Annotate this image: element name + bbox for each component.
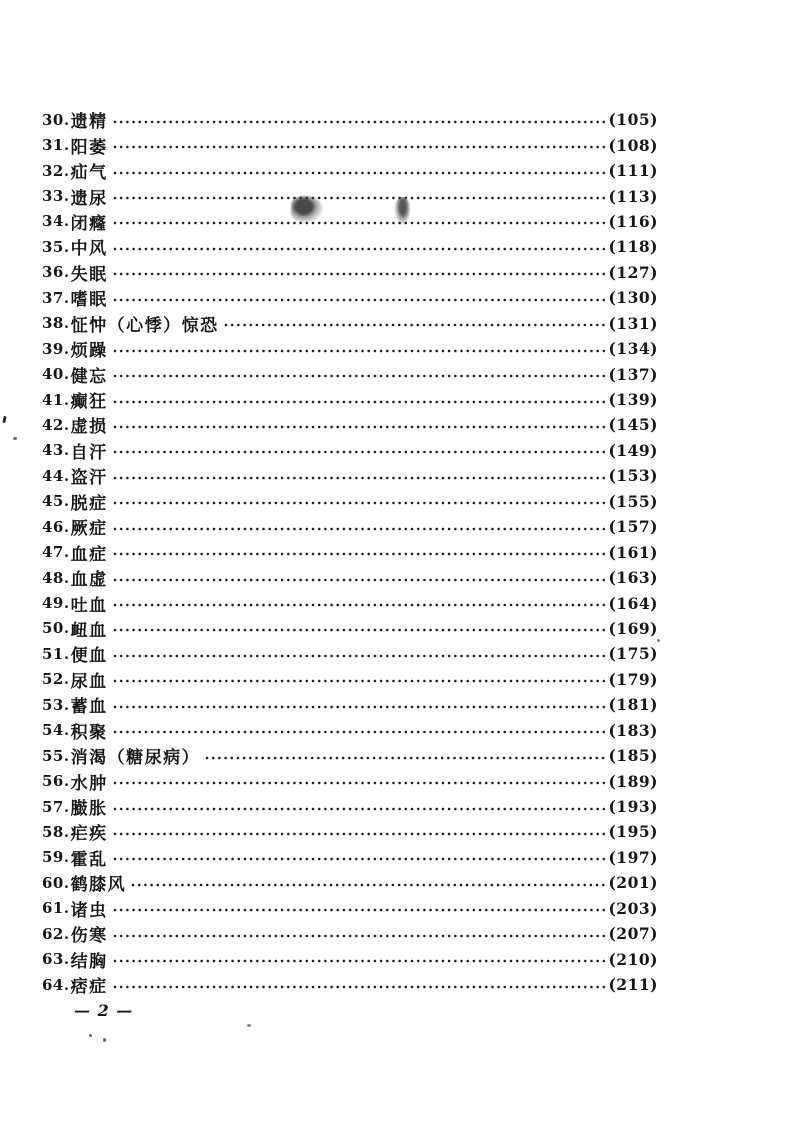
toc-entry-number: 49. [42, 594, 70, 613]
toc-entry-number: 58. [42, 822, 70, 841]
toc-entry-number: 47. [42, 543, 70, 562]
toc-entry [42, 946, 658, 971]
toc-entry-number: 53. [42, 695, 70, 714]
dot-leader [112, 143, 606, 151]
toc-entry-title: 虚损 [70, 417, 108, 438]
toc-entry-title: 自汗 [70, 442, 108, 463]
toc-entry-page: (179) [608, 669, 658, 689]
toc-entry-number: 55. [42, 746, 70, 765]
toc-entry-number: 48. [42, 568, 70, 587]
toc-entry [42, 463, 658, 488]
dot-leader [204, 754, 605, 762]
dot-leader [112, 245, 606, 253]
dot-leader [112, 626, 606, 634]
toc-entry-title: 阳萎 [70, 137, 108, 158]
dot-leader [112, 499, 606, 507]
dot-leader [112, 677, 606, 685]
toc-entry-number: 41. [42, 390, 70, 409]
toc-entry-title: 臌胀 [70, 799, 108, 820]
toc-entry-number: 37. [42, 288, 70, 307]
toc-entry-page: (169) [608, 618, 658, 638]
dot-leader [112, 372, 606, 380]
toc-entry [42, 641, 658, 666]
toc-entry [42, 209, 658, 234]
dot-leader [112, 601, 606, 609]
toc-entry-page: (183) [608, 720, 658, 740]
ink-speck [103, 1038, 106, 1042]
ink-speck [2, 416, 6, 423]
toc-entry [42, 311, 658, 336]
toc-entry-number: 36. [42, 263, 70, 282]
toc-entry-page: (197) [608, 847, 658, 867]
dot-leader [112, 983, 606, 991]
toc-entry [42, 158, 658, 183]
toc-entry-page: (130) [608, 288, 658, 308]
dot-leader [112, 805, 606, 813]
toc-entry-title: 脱症 [70, 493, 108, 514]
toc-entry-title: 吐血 [70, 595, 108, 616]
dot-leader [112, 779, 606, 787]
toc-entry-title: 血虚 [70, 570, 108, 591]
toc-entry-number: 56. [42, 772, 70, 791]
toc-entry-page: (157) [608, 517, 658, 537]
toc-entry-page: (149) [608, 440, 658, 460]
toc-entry-title: 尿血 [70, 671, 108, 692]
toc-entry-title: 怔忡（心悸）惊恐 [70, 315, 219, 336]
toc-entry [42, 718, 658, 743]
toc-entry [42, 285, 658, 310]
dot-leader [112, 270, 606, 278]
toc-entry [42, 870, 658, 895]
toc-entry-title: 疟疾 [70, 824, 108, 845]
toc-entry-number: 62. [42, 924, 70, 943]
toc-entry [42, 590, 658, 615]
toc-entry-title: 厥症 [70, 519, 108, 540]
toc-entry-title: 嗜眠 [70, 290, 108, 311]
dot-leader [112, 906, 606, 914]
toc-entry [42, 234, 658, 259]
toc-entry-title: 痞症 [70, 977, 108, 998]
toc-entry-page: (113) [608, 186, 658, 206]
toc-entry-page: (116) [608, 211, 658, 231]
dot-leader [112, 957, 606, 965]
toc-entry-number: 39. [42, 339, 70, 358]
toc-entry-number: 61. [42, 899, 70, 918]
toc-entry [42, 361, 658, 386]
toc-entry-number: 31. [42, 136, 70, 155]
toc-entry-title: 失眠 [70, 264, 108, 285]
dot-leader [112, 576, 606, 584]
toc-entry-page: (137) [608, 364, 658, 384]
toc-entry [42, 132, 658, 157]
toc-entry-number: 38. [42, 314, 70, 333]
toc-entry-number: 43. [42, 441, 70, 460]
toc-entry-number: 46. [42, 517, 70, 536]
dot-leader [112, 703, 606, 711]
toc-entry-title: 积聚 [70, 722, 108, 743]
toc-entry [42, 336, 658, 361]
toc-entry [42, 107, 658, 132]
toc-entry-title: 疝气 [70, 163, 108, 184]
toc-entry [42, 489, 658, 514]
toc-entry-title: 便血 [70, 646, 108, 667]
toc-entry-page: (161) [608, 542, 658, 562]
toc-entry-page: (181) [608, 695, 658, 715]
toc-entry-title: 霍乱 [70, 849, 108, 870]
toc-entry-page: (210) [608, 949, 658, 969]
dot-leader [112, 219, 606, 227]
toc-entry-page: (175) [608, 644, 658, 664]
dot-leader [112, 550, 606, 558]
toc-entry-page: (211) [608, 975, 658, 995]
toc-entry-page: (105) [608, 110, 658, 130]
toc-entry-title: 遗尿 [70, 188, 108, 209]
toc-entry-page: (134) [608, 339, 658, 359]
toc-entry-page: (153) [608, 466, 658, 486]
toc-entry-number: 34. [42, 212, 70, 231]
toc-entry-title: 癫狂 [70, 392, 108, 413]
toc-entry-title: 闭癃 [70, 213, 108, 234]
toc-entry [42, 539, 658, 564]
dot-leader [112, 423, 606, 431]
dot-leader [112, 728, 606, 736]
ink-speck [13, 437, 17, 440]
toc-entry [42, 438, 658, 463]
toc-entry-number: 33. [42, 187, 70, 206]
toc-entry-page: (195) [608, 822, 658, 842]
toc-entry [42, 819, 658, 844]
toc-entry [42, 565, 658, 590]
toc-entry-number: 51. [42, 644, 70, 663]
toc-entry [42, 794, 658, 819]
toc-entry-title: 衄血 [70, 620, 108, 641]
toc-entry-title: 消渴（糖尿病） [70, 748, 201, 769]
toc-entry [42, 743, 658, 768]
toc-entry [42, 921, 658, 946]
toc-entry-title: 诸虫 [70, 900, 108, 921]
toc-entry-page: (108) [608, 135, 658, 155]
toc-entry-title: 水肿 [70, 773, 108, 794]
toc-entry-page: (155) [608, 491, 658, 511]
toc-entry [42, 768, 658, 793]
toc-entry-title: 伤寒 [70, 926, 108, 947]
dot-leader [130, 881, 605, 889]
dot-leader [112, 855, 606, 863]
toc-entry-page: (111) [608, 161, 658, 181]
toc-entry-number: 64. [42, 975, 70, 994]
toc-entry-title: 中风 [70, 239, 108, 260]
toc-entry-page: (164) [608, 593, 658, 613]
toc-entry-page: (131) [608, 313, 658, 333]
dot-leader [112, 347, 606, 355]
toc-entry-page: (189) [608, 771, 658, 791]
toc-entry-number: 35. [42, 237, 70, 256]
toc-entry [42, 514, 658, 539]
toc-entry-number: 44. [42, 466, 70, 485]
dot-leader [112, 398, 606, 406]
toc-entry [42, 845, 658, 870]
toc-entry-page: (118) [608, 237, 658, 257]
toc-entry [42, 616, 658, 641]
toc-entry [42, 896, 658, 921]
toc-entry-page: (193) [608, 797, 658, 817]
toc-entry-number: 32. [42, 161, 70, 180]
toc-entry-page: (185) [608, 746, 658, 766]
toc-entry [42, 260, 658, 285]
toc-entry-number: 50. [42, 619, 70, 638]
toc-entry-title: 盗汗 [70, 468, 108, 489]
dot-leader [112, 830, 606, 838]
toc-entry-number: 57. [42, 797, 70, 816]
toc-entry-title: 血症 [70, 544, 108, 565]
ink-speck [247, 1024, 251, 1027]
toc-entry-number: 63. [42, 950, 70, 969]
dot-leader [112, 296, 606, 304]
toc-entry-page: (201) [608, 873, 658, 893]
toc-entry-page: (145) [608, 415, 658, 435]
dot-leader [112, 525, 606, 533]
toc-entry-number: 59. [42, 848, 70, 867]
dot-leader [223, 321, 606, 329]
toc-entry [42, 692, 658, 717]
toc-list [42, 107, 658, 997]
toc-entry [42, 667, 658, 692]
toc-entry-title: 烦躁 [70, 341, 108, 362]
toc-entry-title: 结胸 [70, 951, 108, 972]
toc-entry [42, 412, 658, 437]
toc-entry-number: 40. [42, 365, 70, 384]
toc-entry-number: 52. [42, 670, 70, 689]
dot-leader [112, 474, 606, 482]
toc-entry-number: 54. [42, 721, 70, 740]
toc-entry-page: (127) [608, 262, 658, 282]
toc-entry-page: (139) [608, 390, 658, 410]
toc-entry-title: 遗精 [70, 112, 108, 133]
toc-entry [42, 387, 658, 412]
toc-entry-number: 42. [42, 415, 70, 434]
dot-leader [112, 932, 606, 940]
dot-leader [112, 652, 606, 660]
toc-entry-page: (163) [608, 568, 658, 588]
dot-leader [112, 118, 606, 126]
toc-entry-number: 60. [42, 873, 70, 892]
dot-leader [112, 448, 606, 456]
toc-entry [42, 183, 658, 208]
toc-entry [42, 972, 658, 997]
toc-entry-page: (207) [608, 924, 658, 944]
toc-entry-title: 鹤膝风 [70, 875, 127, 896]
toc-entry-number: 45. [42, 492, 70, 511]
toc-entry-page: (203) [608, 898, 658, 918]
toc-entry-title: 蓄血 [70, 697, 108, 718]
footer-page-number: — 2 — [74, 1001, 134, 1020]
toc-entry-number: 30. [42, 110, 70, 129]
toc-entry-title: 健忘 [70, 366, 108, 387]
dot-leader [112, 194, 606, 202]
dot-leader [112, 169, 606, 177]
ink-speck [89, 1034, 92, 1037]
